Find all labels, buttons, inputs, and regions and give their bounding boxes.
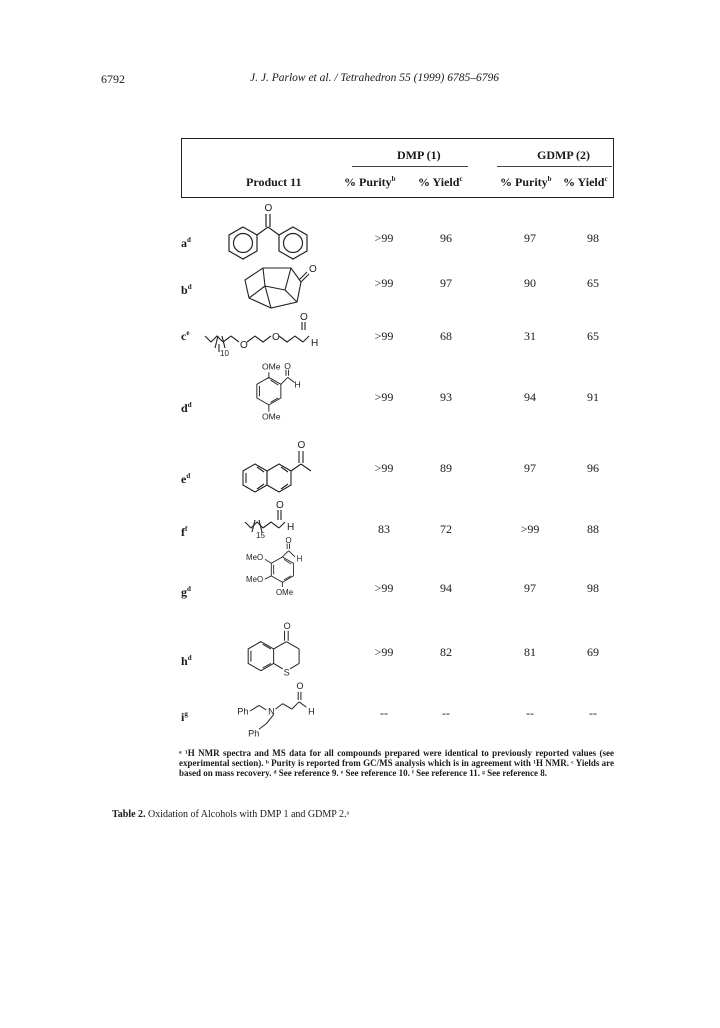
- structure-atom-label: Ph: [248, 728, 260, 739]
- row-letter: d: [181, 401, 188, 415]
- cell-gdmp-purity: 31: [524, 329, 536, 343]
- structure-atom-label: O: [283, 620, 291, 631]
- row-label: [181, 472, 190, 487]
- structure-dibenzylamino-propanal: [205, 680, 355, 740]
- row-footnote-mark: d: [187, 585, 191, 593]
- cell-gdmp-yield: 98: [587, 581, 599, 595]
- cell-dmp-yield: 68: [440, 329, 452, 343]
- structure-acetonaphthone: [205, 436, 355, 496]
- cell-dmp-yield: 94: [440, 581, 452, 595]
- gdmp-header-rule: [497, 166, 612, 167]
- row-label: [181, 525, 187, 540]
- row-letter: c: [181, 329, 187, 343]
- cell-dmp-purity: --: [380, 706, 388, 720]
- structure-benzophenone: [205, 200, 355, 260]
- cell-dmp-yield: 96: [440, 231, 452, 245]
- cell-gdmp-purity: 97: [524, 231, 536, 245]
- row-footnote-mark: f: [185, 525, 188, 533]
- cell-gdmp-yield: 65: [587, 276, 599, 290]
- cell-gdmp-yield: 91: [587, 390, 599, 404]
- cell-dmp-purity: 83: [378, 522, 390, 536]
- row-footnote-mark: d: [187, 654, 192, 662]
- cell-dmp-yield: 82: [440, 645, 452, 659]
- structure-atom-label: O: [264, 203, 273, 214]
- structure-atom-label: O: [240, 340, 248, 351]
- caption-text: Oxidation of Alcohols with DMP 1 and GDMP 2.ᵃ: [148, 809, 350, 820]
- row-footnote-mark: e: [186, 329, 190, 337]
- cell-dmp-purity: >99: [374, 390, 394, 404]
- page-number: 6792: [101, 72, 125, 86]
- purity-label: % Purity: [344, 175, 392, 189]
- row-label: [181, 654, 192, 669]
- col-header-dmp-yield: [418, 175, 463, 190]
- structure-thiochromanone: [205, 618, 355, 678]
- dmp-header-rule: [352, 166, 468, 167]
- cell-dmp-purity: >99: [374, 329, 394, 343]
- structure-subscript: 10: [220, 349, 229, 358]
- cell-dmp-yield: 93: [440, 390, 452, 404]
- structure-atom-label: O: [285, 535, 292, 545]
- running-head: J. J. Parlow et al. / Tetrahedron 55 (1999) 6785–6796: [250, 72, 499, 84]
- structure-atom-label: H: [296, 554, 303, 564]
- structure-atom-label: O: [296, 681, 304, 692]
- row-label: [181, 401, 192, 416]
- structure-atom-label: O: [309, 264, 317, 275]
- cell-gdmp-yield: 98: [587, 231, 599, 245]
- row-letter: b: [181, 283, 188, 297]
- yield-footnote-mark: c: [459, 175, 463, 183]
- cell-dmp-yield: 72: [440, 522, 452, 536]
- purity-footnote-mark: b: [391, 175, 396, 183]
- structure-atom-label: O: [297, 440, 306, 451]
- structure-atom-label: Ph: [237, 706, 249, 717]
- cell-gdmp-yield: 96: [587, 461, 599, 475]
- structure-atom-label: O: [284, 360, 291, 371]
- row-footnote-mark: d: [187, 401, 192, 409]
- col-header-dmp-purity: [344, 175, 396, 190]
- structure-atom-label: O: [300, 312, 308, 323]
- structure-dimethoxybenzaldehyde: [205, 362, 355, 422]
- structure-atom-label: H: [287, 522, 295, 533]
- structure-atom-label: H: [308, 706, 315, 717]
- cell-gdmp-purity: 94: [524, 390, 536, 404]
- structure-atom-label: MeO: [246, 553, 264, 563]
- cell-dmp-purity: >99: [374, 461, 394, 475]
- cell-dmp-purity: >99: [374, 581, 394, 595]
- structure-atom-label: H: [311, 338, 319, 349]
- purity-label: % Purity: [500, 175, 548, 189]
- row-footnote-mark: d: [187, 236, 191, 244]
- group-header-dmp: DMP (1): [397, 148, 441, 162]
- cell-dmp-yield: --: [442, 706, 450, 720]
- cell-dmp-purity: >99: [374, 645, 394, 659]
- row-label: [181, 283, 192, 298]
- cell-gdmp-purity: --: [526, 706, 534, 720]
- structure-atom-label: O: [276, 500, 284, 511]
- cell-gdmp-purity: 90: [524, 276, 536, 290]
- row-label: [181, 329, 189, 344]
- yield-footnote-mark: c: [604, 175, 608, 183]
- cell-dmp-purity: >99: [374, 231, 394, 245]
- caption-number: Table 2.: [112, 809, 146, 820]
- row-letter: g: [181, 585, 187, 599]
- structure-atom-label: MeO: [246, 575, 264, 585]
- cell-gdmp-yield: --: [589, 706, 597, 720]
- row-label: [181, 710, 188, 725]
- cell-gdmp-yield: 88: [587, 522, 599, 536]
- row-letter: h: [181, 654, 188, 668]
- yield-label: % Yield: [418, 175, 460, 189]
- structure-subscript: 15: [256, 531, 265, 540]
- structure-alkoxy-aldehyde: [205, 308, 355, 368]
- row-footnote-mark: g: [184, 710, 188, 718]
- cell-gdmp-yield: 65: [587, 329, 599, 343]
- row-letter: e: [181, 472, 187, 486]
- row-footnote-mark: d: [186, 472, 191, 480]
- structure-atom-label: N: [268, 706, 275, 717]
- structure-atom-label: O: [272, 332, 280, 343]
- row-letter: f: [181, 525, 185, 539]
- cell-dmp-yield: 97: [440, 276, 452, 290]
- group-header-gdmp: GDMP (2): [537, 148, 590, 162]
- cell-dmp-yield: 89: [440, 461, 452, 475]
- yield-label: % Yield: [563, 175, 605, 189]
- purity-footnote-mark: b: [547, 175, 552, 183]
- cell-gdmp-purity: 97: [524, 581, 536, 595]
- cell-gdmp-purity: 97: [524, 461, 536, 475]
- structure-atom-label: OMe: [262, 411, 281, 422]
- table-footnote: ᵃ ¹H NMR spectra and MS data for all compounds prepared were identical to previously reported values (see experimental section). ᵇ Purity is reported from GC/MS analysis which is in agreement with ¹H NMR. ᶜ Yields are based on mass recovery. ᵈ See reference 9. ᵉ See reference 10. ᶠ See reference 11. ᵍ See reference 8.: [179, 748, 614, 778]
- cell-dmp-purity: >99: [374, 276, 394, 290]
- col-header-product: Product 11: [246, 175, 302, 189]
- col-header-gdmp-purity: [500, 175, 552, 190]
- row-letter: a: [181, 236, 187, 250]
- row-footnote-mark: d: [187, 283, 192, 291]
- cell-gdmp-yield: 69: [587, 645, 599, 659]
- structure-atom-label: OMe: [262, 361, 281, 372]
- row-label: [181, 236, 191, 251]
- structure-atom-label: S: [283, 667, 290, 678]
- col-header-gdmp-yield: [563, 175, 608, 190]
- cell-gdmp-purity: >99: [520, 522, 540, 536]
- cell-gdmp-purity: 81: [524, 645, 536, 659]
- row-letter: i: [181, 710, 185, 724]
- structure-atom-label: OMe: [276, 587, 294, 597]
- table-caption: [112, 809, 349, 820]
- structure-atom-label: H: [294, 379, 301, 390]
- row-label: [181, 585, 191, 600]
